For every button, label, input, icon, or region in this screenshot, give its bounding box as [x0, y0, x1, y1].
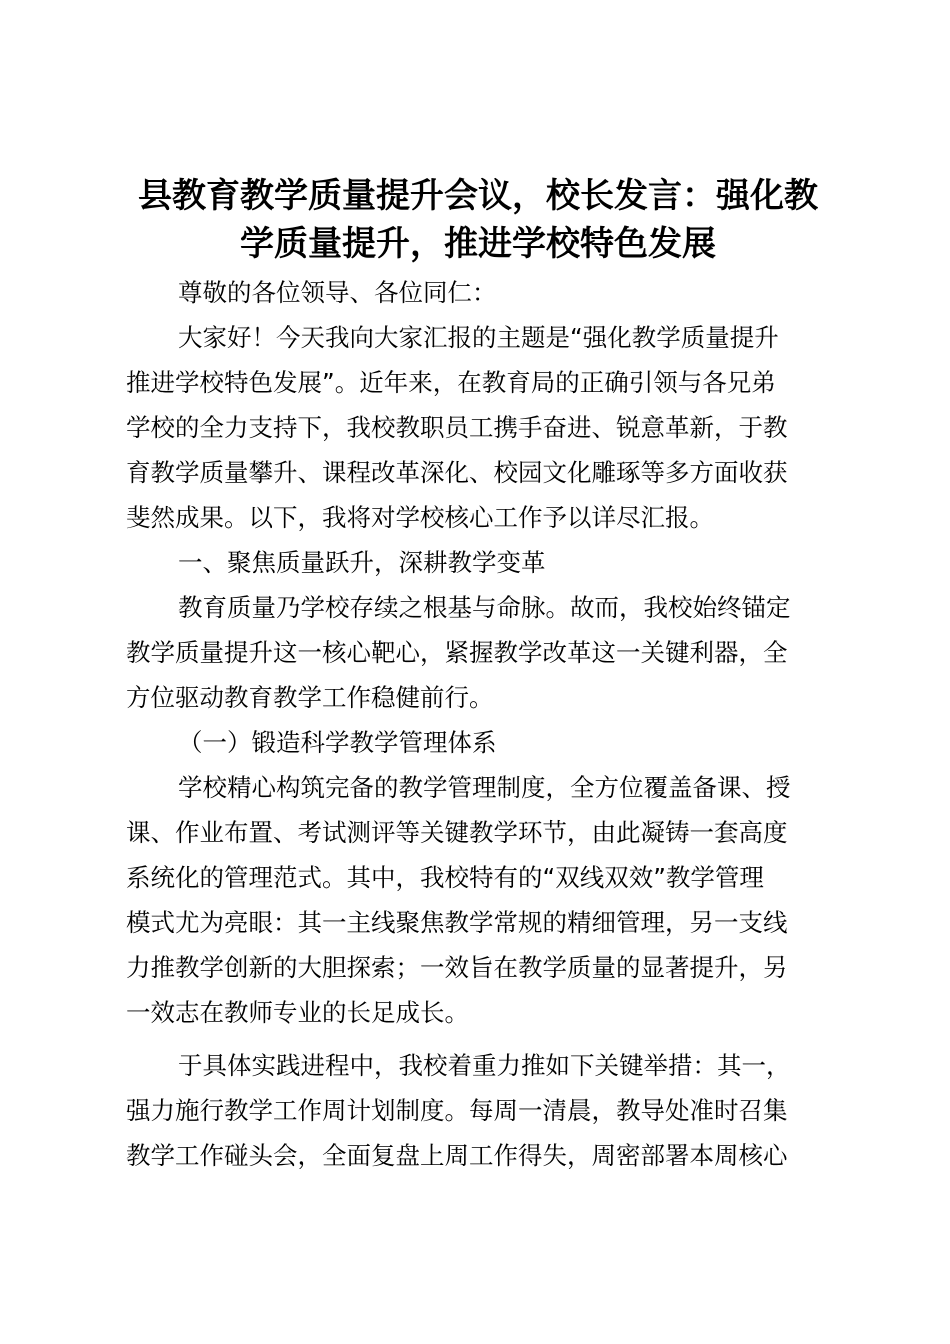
- greeting-line: 尊敬的各位领导、各位同仁：: [178, 278, 497, 307]
- paragraph-line: 斐然成果。以下，我将对学校核心工作予以详尽汇报。: [126, 503, 714, 532]
- paragraph-practice: [126, 1043, 830, 1178]
- paragraph-line: 力推教学创新的大胆探索；一效旨在教学质量的显著提升，另: [126, 953, 788, 982]
- subsection-heading-1: [126, 720, 830, 765]
- paragraph-line: 学校精心构筑完备的教学管理制度，全方位覆盖备课、授: [178, 773, 791, 802]
- paragraph-line: 一效志在教师专业的长足成长。: [126, 998, 469, 1027]
- document-title: [126, 172, 830, 268]
- paragraph-quality: [126, 585, 830, 720]
- paragraph-line: 学校的全力支持下，我校教职员工携手奋进、锐意革新，于教: [126, 413, 788, 442]
- title-line-1: 县教育教学质量提升会议，校长发言：强化教: [138, 176, 818, 216]
- paragraph-line: 推进学校特色发展”。近年来，在教育局的正确引领与各兄弟: [126, 368, 776, 397]
- subsection-heading-line: （一）锻造科学教学管理体系: [178, 728, 497, 757]
- paragraph-line: 教育质量乃学校存续之根基与命脉。故而，我校始终锚定: [178, 593, 791, 622]
- paragraph-line: 大家好！今天我向大家汇报的主题是“强化教学质量提升: [178, 323, 779, 352]
- document-body: [126, 172, 830, 1178]
- paragraph-line: 教学工作碰头会，全面复盘上周工作得失，周密部署本周核心: [126, 1141, 788, 1170]
- paragraph-management: [126, 765, 830, 1035]
- greeting: [126, 270, 830, 315]
- paragraph-line: 模式尤为亮眼：其一主线聚焦教学常规的精细管理，另一支线: [126, 908, 788, 937]
- paragraph-line: 方位驱动教育教学工作稳健前行。: [126, 683, 494, 712]
- paragraph-line: 教学质量提升这一核心靶心，紧握教学改革这一关键利器，全: [126, 638, 788, 667]
- paragraph-line: 于具体实践进程中，我校着重力推如下关键举措：其一，: [178, 1051, 791, 1080]
- section-heading-1: [126, 540, 830, 585]
- title-line-2: 学质量提升，推进学校特色发展: [240, 224, 716, 264]
- section-heading-line: 一、聚焦质量跃升，深耕教学变革: [178, 548, 546, 577]
- paragraph-line: 育教学质量攀升、课程改革深化、校园文化雕琢等多方面收获: [126, 458, 788, 487]
- paragraph-intro: [126, 315, 830, 540]
- paragraph-line: 系统化的管理范式。其中，我校特有的“双线双效”教学管理: [126, 863, 764, 892]
- paragraph-line: 强力施行教学工作周计划制度。每周一清晨，教导处准时召集: [126, 1096, 788, 1125]
- paragraph-line: 课、作业布置、考试测评等关键教学环节，由此凝铸一套高度: [126, 818, 788, 847]
